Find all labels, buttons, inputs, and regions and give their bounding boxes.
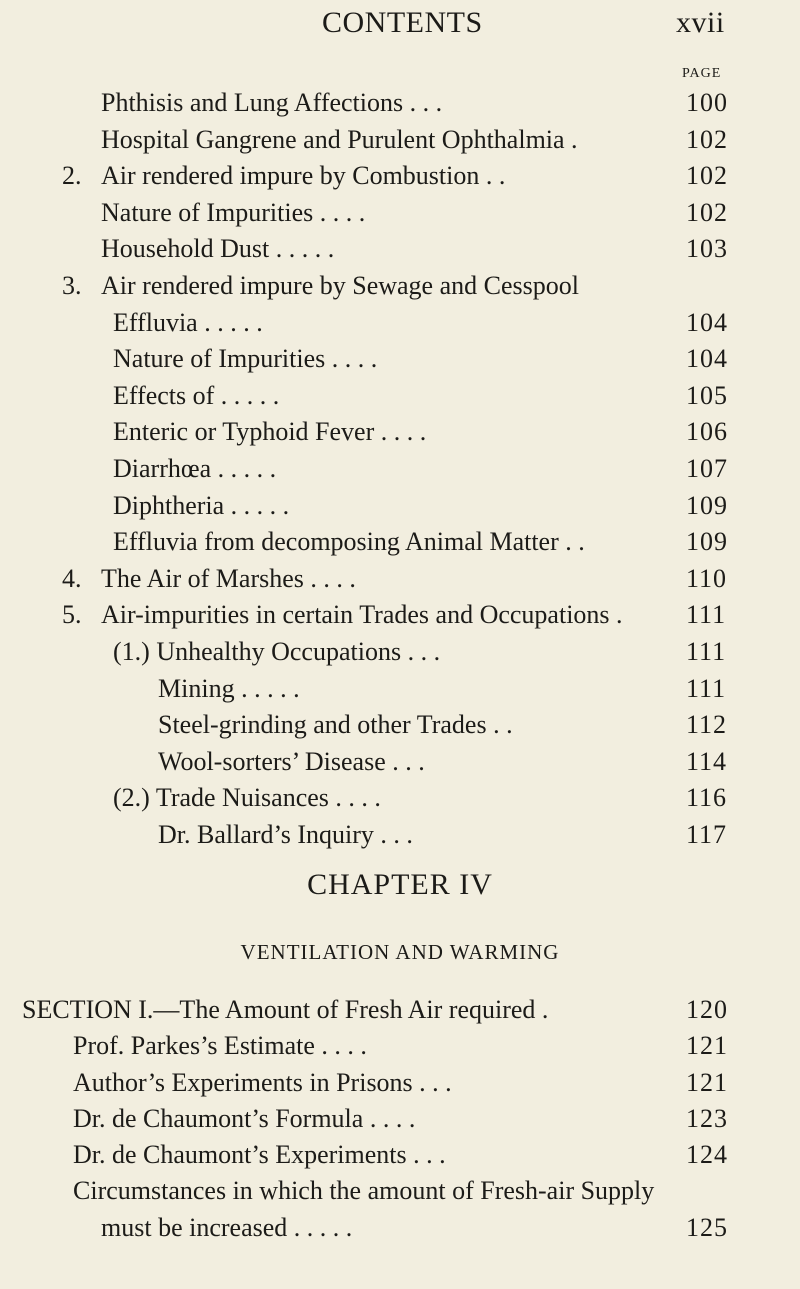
toc-entry <box>0 1065 800 1101</box>
toc-entry-number: 5. <box>62 600 82 630</box>
contents-list <box>0 85 800 853</box>
toc-entry-page: 109 <box>686 490 728 520</box>
toc-entry-page: 104 <box>686 344 728 374</box>
toc-entry-page: 114 <box>686 746 728 776</box>
toc-entry-text: Circumstances in which the amount of Fresh-air Supply <box>73 1176 655 1206</box>
toc-entry-text: Dr. Ballard’s Inquiry . . . <box>158 819 413 849</box>
toc-entry-text: Dr. de Chaumont’s Experiments . . . <box>73 1140 446 1170</box>
chapter-heading: CHAPTER IV <box>307 868 493 901</box>
toc-entry <box>0 195 800 232</box>
chapter-subtitle: VENTILATION AND WARMING <box>240 940 560 964</box>
toc-entry-text: Air rendered impure by Sewage and Cesspool <box>101 270 579 300</box>
toc-entry-page: 121 <box>686 1067 728 1097</box>
toc-entry <box>0 780 800 817</box>
toc-entry <box>0 305 800 342</box>
toc-entry <box>0 378 800 415</box>
toc-entry-page: 102 <box>686 197 728 227</box>
toc-entry-text: (1.) Unhealthy Occupations . . . <box>113 636 441 666</box>
section-heading: SECTION I.—The Amount of Fresh Air required . <box>22 995 549 1024</box>
toc-entry <box>0 268 800 305</box>
page-number: xvii <box>676 6 725 39</box>
toc-entry <box>0 707 800 744</box>
toc-entry-page: 117 <box>686 819 728 849</box>
toc-entry-page: 106 <box>686 417 728 447</box>
toc-entry <box>0 634 800 671</box>
toc-entry-page: 111 <box>686 600 727 630</box>
toc-entry <box>0 451 800 488</box>
toc-entry-page: 121 <box>686 1031 728 1061</box>
toc-entry-page: 103 <box>686 234 728 264</box>
toc-entry-page: 111 <box>686 636 727 666</box>
toc-entry-text: Hospital Gangrene and Purulent Ophthalmia . <box>101 124 578 154</box>
toc-entry-page: 109 <box>686 527 728 557</box>
toc-entry-text: Nature of Impurities . . . . <box>101 197 366 227</box>
toc-entry <box>0 231 800 268</box>
toc-entry-page: 112 <box>686 710 728 740</box>
toc-entry-page: 111 <box>686 673 727 703</box>
toc-entry-number: 3. <box>62 270 82 300</box>
toc-entry-text: must be increased . . . . . <box>101 1212 353 1242</box>
toc-entry-text: The Air of Marshes . . . . <box>101 563 356 593</box>
toc-entry <box>0 1173 800 1209</box>
toc-entry-text: Mining . . . . . <box>158 673 300 703</box>
toc-entry <box>0 561 800 598</box>
toc-entry-text: Diphtheria . . . . . <box>113 490 290 520</box>
toc-entry-text: Steel-grinding and other Trades . . <box>158 710 513 740</box>
toc-entry <box>0 414 800 451</box>
toc-entry <box>0 488 800 525</box>
toc-entry-page: 100 <box>686 88 728 117</box>
toc-entry <box>0 671 800 708</box>
toc-entry-page: 120 <box>686 995 728 1024</box>
toc-entry <box>0 1210 800 1246</box>
page-column-label: PAGE <box>682 66 722 81</box>
toc-entry <box>0 341 800 378</box>
toc-entry-text: Nature of Impurities . . . . <box>113 344 378 374</box>
toc-entry-text: (2.) Trade Nuisances . . . . <box>113 783 381 813</box>
toc-entry-text: Air-impurities in certain Trades and Occupations . <box>101 600 623 630</box>
toc-entry-page: 123 <box>686 1103 728 1133</box>
toc-entry <box>0 85 800 122</box>
chapter-contents-list <box>0 992 800 1246</box>
toc-entry-text: Wool-sorters’ Disease . . . <box>158 746 425 776</box>
toc-entry <box>0 158 800 195</box>
toc-entry <box>0 1137 800 1173</box>
toc-entry <box>0 1101 800 1137</box>
running-header: CONTENTS <box>322 6 483 39</box>
toc-entry-text: Effluvia from decomposing Animal Matter . . <box>113 527 585 557</box>
toc-entry-page: 125 <box>686 1212 728 1242</box>
toc-entry-page: 102 <box>686 161 728 191</box>
toc-entry <box>0 744 800 781</box>
toc-entry-text: Author’s Experiments in Prisons . . . <box>73 1067 452 1097</box>
toc-entry-text: Effluvia . . . . . <box>113 307 263 337</box>
toc-entry <box>0 1028 800 1064</box>
toc-entry-page: 102 <box>686 124 728 154</box>
toc-entry-text: Dr. de Chaumont’s Formula . . . . <box>73 1103 416 1133</box>
toc-entry <box>0 992 800 1028</box>
toc-entry-page: 107 <box>686 453 728 483</box>
toc-entry-text: Enteric or Typhoid Fever . . . . <box>113 417 427 447</box>
toc-entry-text: Diarrhœa . . . . . <box>113 453 277 483</box>
toc-entry-number: 4. <box>62 563 82 593</box>
toc-entry-page: 105 <box>686 380 728 410</box>
toc-entry <box>0 524 800 561</box>
toc-entry-text: Prof. Parkes’s Estimate . . . . <box>73 1031 367 1061</box>
toc-entry <box>0 597 800 634</box>
toc-entry-text: Phthisis and Lung Affections . . . <box>101 88 443 117</box>
toc-entry-text: Air rendered impure by Combustion . . <box>101 161 506 191</box>
toc-entry-page: 104 <box>686 307 728 337</box>
toc-entry-page: 124 <box>686 1140 728 1170</box>
toc-entry-text: Effects of . . . . . <box>113 380 280 410</box>
toc-entry-text: Household Dust . . . . . <box>101 234 335 264</box>
toc-entry <box>0 122 800 159</box>
toc-entry-number: 2. <box>62 161 82 191</box>
toc-entry-page: 110 <box>686 563 728 593</box>
toc-entry <box>0 817 800 854</box>
toc-entry-page: 116 <box>686 783 728 813</box>
